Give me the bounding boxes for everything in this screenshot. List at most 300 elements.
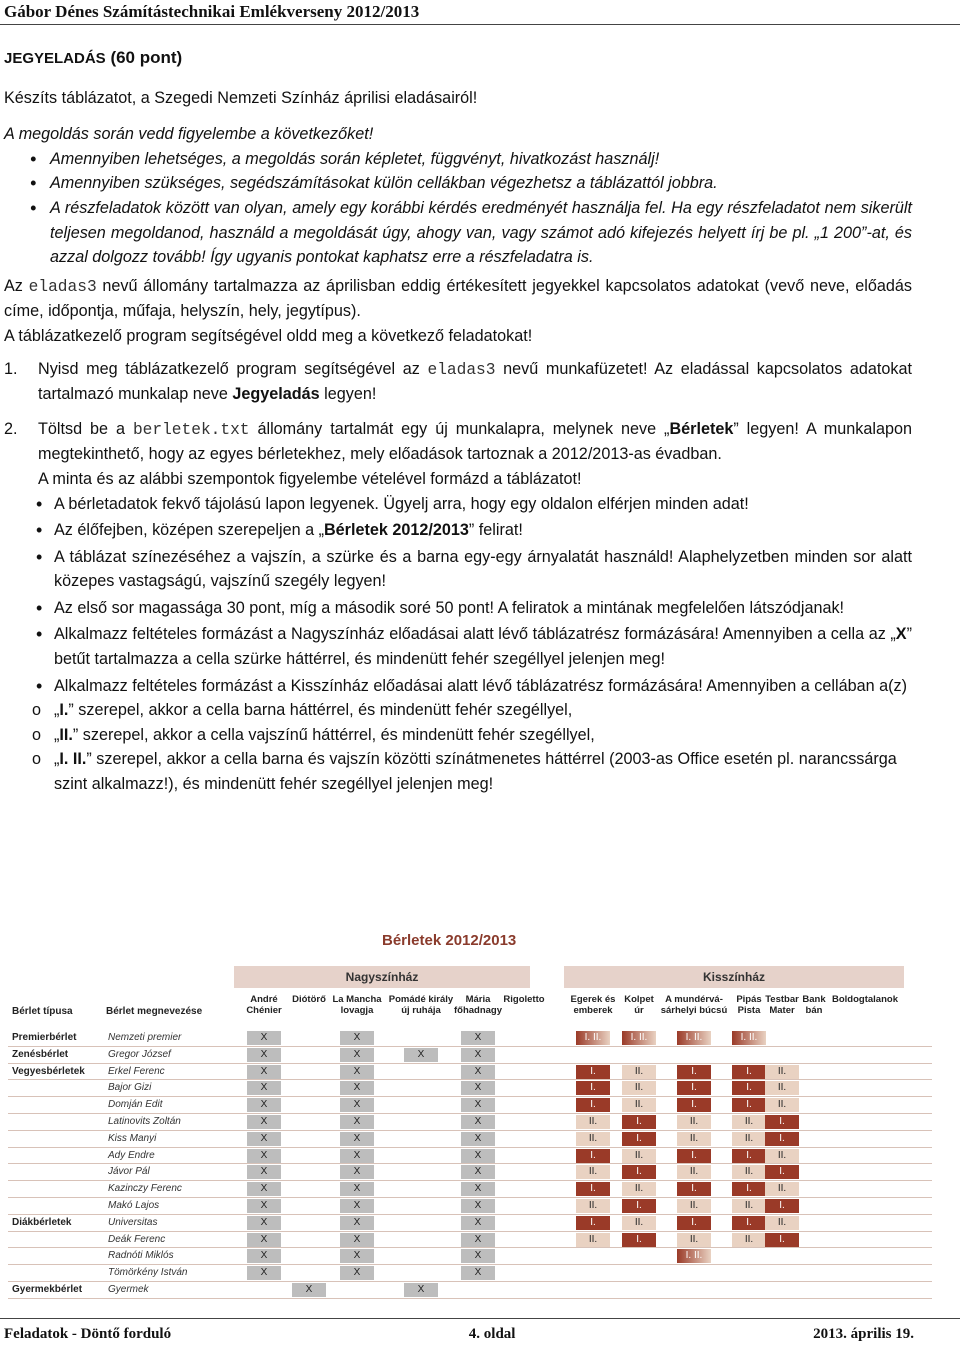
kis-cell (797, 1115, 831, 1129)
nagy-cell (404, 1149, 438, 1163)
footer-left: Feladatok - Döntő forduló (4, 1326, 172, 1342)
t2-line2: A minta és az alábbi szempontok figyelembe vételével formázd a táblázatot! (38, 469, 582, 488)
kis-cell: I. (677, 1182, 711, 1196)
nagy-cell (404, 1098, 438, 1112)
kis-cell (765, 1048, 799, 1062)
kis-cell: I. (576, 1182, 610, 1196)
nagy-cell (292, 1065, 326, 1079)
kis-cell: II. (765, 1081, 799, 1095)
bullet-item (0, 622, 912, 671)
nagy-cell: X (461, 1165, 495, 1179)
kis-column-header: Pipás Pista (736, 994, 762, 1016)
page-footer (4, 1326, 914, 1343)
kis-cell (576, 1283, 610, 1297)
nagy-cell: X (247, 1249, 281, 1263)
task-1 (4, 357, 912, 407)
kis-cell (797, 1249, 831, 1263)
kis-column-header: Testbar Mater (765, 994, 799, 1016)
page-header: Gábor Dénes Számítástechnikai Emlékverseny 2012/2013 (4, 2, 420, 21)
kis-cell: I. (576, 1098, 610, 1112)
nagy-cell (507, 1182, 541, 1196)
kis-cell (732, 1283, 766, 1297)
bertlet-name: Bajor Gizi (108, 1082, 152, 1094)
nagy-cell: X (404, 1048, 438, 1062)
kis-cell (622, 1249, 656, 1263)
kis-cell (848, 1115, 882, 1129)
kis-cell: I. (622, 1115, 656, 1129)
kis-cell (765, 1031, 799, 1045)
kis-cell (848, 1165, 882, 1179)
note-item: • A részfeladatok között van olyan, amely egy korábbi kérdés eredményét használja fel. Ha egy részfeladatot nem sikerült teljesen megoldanod, használd a megoldását úgy, ahogy van, vagy számot adó kifejezés helyett írj be pl. „1 200”-at, és azzal dolgozz tovább! Így ugyanis pontokat kaphatsz erre a részfeladatra is. (4, 196, 912, 270)
nagy-cell (292, 1199, 326, 1213)
kis-cell (848, 1081, 882, 1095)
t1-pre: Nyisd meg táblázatkezelő program segítségével az (38, 359, 428, 378)
kis-column-header: Boldogtalanok (832, 994, 898, 1005)
notes-list (4, 147, 912, 270)
b5-bold: X (895, 625, 907, 644)
kis-cell: I. (622, 1233, 656, 1247)
kis-cell (848, 1216, 882, 1230)
nagy-cell: X (340, 1266, 374, 1280)
nagy-cell: X (340, 1048, 374, 1062)
nagy-cell: X (247, 1031, 281, 1045)
kis-cell: II. (576, 1233, 610, 1247)
paragraph-files (4, 274, 912, 324)
kis-cell: II. (622, 1149, 656, 1163)
nagy-cell (292, 1031, 326, 1045)
nagy-cell (404, 1115, 438, 1129)
kis-cell (797, 1048, 831, 1062)
b5-post: ” betűt tartalmazza a cella szürke háttérrel, és mindenütt fehér szegéllyel jelenjen meg! (54, 625, 912, 669)
kis-column-header: Bank bán (802, 994, 826, 1016)
nagy-cell: X (340, 1216, 374, 1230)
kis-cell (732, 1249, 766, 1263)
kis-cell (797, 1098, 831, 1112)
nagy-cell (292, 1249, 326, 1263)
task-title (4, 46, 912, 72)
kis-cell: II. (732, 1165, 766, 1179)
nagy-cell (404, 1249, 438, 1263)
bertlet-name: Ady Endre (108, 1149, 155, 1161)
nagy-cell: X (247, 1266, 281, 1280)
kis-cell: II. (765, 1098, 799, 1112)
kis-cell (797, 1081, 831, 1095)
t2-post: ” legyen! A munkalapon megtekinthető, hogy az egyes bérletekhez, mely előadások tartoznak a 2012/2013-as évadban. (38, 419, 912, 464)
b5-pre: Alkalmazz feltételes formázást a Nagyszínház előadásai alatt lévő táblázatrész formázására! Amennyiben a cella az „ (54, 625, 896, 644)
kis-cell: II. (677, 1115, 711, 1129)
bertlet-type-label: Premierbérlet (12, 1032, 77, 1043)
bertlet-type-label: Vegyesbérletek (12, 1065, 85, 1077)
kis-cell: II. (677, 1165, 711, 1179)
kis-cell (797, 1031, 831, 1045)
kis-cell (677, 1266, 711, 1280)
kis-cell: II. (622, 1098, 656, 1112)
kis-column-header: Kolpet úr (624, 994, 654, 1016)
nagy-cell: X (461, 1233, 495, 1247)
kis-cell: I. (576, 1216, 610, 1230)
kis-cell: II. (732, 1132, 766, 1146)
nagy-cell: X (404, 1283, 438, 1297)
nagy-cell: X (340, 1149, 374, 1163)
o3-pre: „ (54, 750, 60, 769)
nagy-cell (292, 1182, 326, 1196)
nagy-cell: X (461, 1048, 495, 1062)
nagy-cell: X (247, 1233, 281, 1247)
o3-bold: I. II. (59, 750, 87, 769)
kis-cell (622, 1266, 656, 1280)
nagy-cell: X (340, 1065, 374, 1079)
bertlet-type-label: Gyermekbérlet (12, 1284, 83, 1295)
kis-cell: I. (732, 1182, 766, 1196)
o1-pre: „ (54, 701, 60, 720)
kis-cell (576, 1249, 610, 1263)
nagy-cell: X (461, 1149, 495, 1163)
kis-cell: II. (765, 1065, 799, 1079)
bullet-item: • A bérletadatok fekvő tájolású lapon legyenek. Ügyelj arra, hogy egy oldalon elférjen minden adat! (0, 492, 912, 517)
kis-cell (797, 1216, 831, 1230)
nagy-cell (292, 1098, 326, 1112)
kis-cell (848, 1233, 882, 1247)
kis-cell: II. (732, 1115, 766, 1129)
nagy-cell (404, 1199, 438, 1213)
kis-cell: I. (732, 1065, 766, 1079)
nagy-cell: X (340, 1115, 374, 1129)
nagy-cell (292, 1048, 326, 1062)
kis-cell (765, 1249, 799, 1263)
task-title-points: (60 pont) (110, 48, 183, 67)
kis-cell (848, 1132, 882, 1146)
nagy-cell: X (247, 1216, 281, 1230)
kis-cell: I. (677, 1216, 711, 1230)
nagy-cell: X (461, 1132, 495, 1146)
nagy-cell (507, 1165, 541, 1179)
nagy-cell: X (247, 1065, 281, 1079)
t2-file: berletek.txt (132, 420, 250, 439)
nagy-cell: X (461, 1216, 495, 1230)
bertlet-type-label: Diákbérletek (12, 1216, 72, 1228)
t1-bold: Jegyeladás (232, 385, 320, 404)
task-1-body (38, 357, 912, 407)
nagy-cell: X (461, 1098, 495, 1112)
kis-cell: II. (677, 1233, 711, 1247)
bertlet-name: Jávor Pál (108, 1166, 150, 1178)
nagy-cell: X (292, 1283, 326, 1297)
kis-cell: II. (622, 1216, 656, 1230)
bertlet-name: Makó Lajos (108, 1200, 160, 1211)
b2-pre: Az élőfejben, középen szerepeljen a „ (54, 521, 324, 540)
kis-cell (848, 1149, 882, 1163)
nagy-cell (507, 1081, 541, 1095)
nagy-cell (404, 1065, 438, 1079)
nagy-cell: X (461, 1065, 495, 1079)
t1-file: eladas3 (427, 360, 496, 379)
bertlet-name: Universitas (108, 1216, 158, 1228)
option-item (0, 698, 912, 723)
nagy-cell: X (461, 1266, 495, 1280)
bertlet-name: Radnóti Miklós (108, 1250, 174, 1262)
nagy-cell (507, 1132, 541, 1146)
option-item (0, 747, 912, 796)
t2-mid: állomány tartalmát egy új munkalapra, melynek neve „ (249, 419, 670, 438)
kis-cell (848, 1266, 882, 1280)
kis-cell: I. (765, 1165, 799, 1179)
nagy-cell: X (461, 1249, 495, 1263)
footer-right: 2013. április 19. (813, 1326, 914, 1342)
nagy-cell: X (340, 1132, 374, 1146)
nagy-cell (404, 1132, 438, 1146)
kis-cell: I. (576, 1065, 610, 1079)
nagy-cell: X (461, 1182, 495, 1196)
nagy-cell: X (340, 1098, 374, 1112)
nagy-cell: X (340, 1081, 374, 1095)
nagy-cell (292, 1165, 326, 1179)
kis-cell: I. (622, 1132, 656, 1146)
kis-cell (848, 1065, 882, 1079)
para-pre: Az (4, 276, 29, 295)
nagy-cell: X (247, 1149, 281, 1163)
nagy-cell: X (340, 1199, 374, 1213)
nagy-cell (292, 1132, 326, 1146)
document-body (4, 40, 912, 797)
kis-cell: I. (732, 1216, 766, 1230)
nagy-cell (292, 1149, 326, 1163)
bertlet-name: Kazinczy Ferenc (108, 1183, 182, 1195)
nagy-cell (461, 1283, 495, 1297)
kis-cell: I. II. (677, 1249, 711, 1263)
kis-cell (622, 1283, 656, 1297)
nagy-cell: X (461, 1031, 495, 1045)
bertlet-name: Kiss Manyi (108, 1132, 157, 1144)
t1-post: legyen! (319, 385, 377, 404)
kis-cell (797, 1132, 831, 1146)
nagy-cell (404, 1216, 438, 1230)
note-item: • Amennyiben lehetséges, a megoldás során képletet, függvényt, hivatkozást használj! (4, 147, 912, 172)
kis-column-header: A mundérvá-sárhelyi búcsú (660, 994, 728, 1016)
option-item (0, 723, 912, 748)
bullet-item (0, 518, 912, 543)
nagy-cell: X (461, 1081, 495, 1095)
figure-title: Bérletek 2012/2013 (382, 932, 517, 949)
bullet-item: • A táblázat színezéséhez a vajszín, a szürke és a barna egy-egy árnyalatát használd! Alaphelyzetben minden sor alatt közepes vastagságú, vajszínű szegély legyen! (0, 545, 912, 594)
nagy-cell (507, 1149, 541, 1163)
sample-table-figure (8, 932, 932, 1302)
paragraph-instructions: A táblázatkezelő program segítségével oldd meg a következő feladatokat! (4, 326, 533, 345)
nagy-cell: X (247, 1165, 281, 1179)
nagy-cell: X (461, 1115, 495, 1129)
nagy-cell (507, 1199, 541, 1213)
nagy-cell (507, 1115, 541, 1129)
kis-cell (576, 1048, 610, 1062)
kis-cell (848, 1283, 882, 1297)
kis-cell (797, 1182, 831, 1196)
nagy-cell: X (247, 1048, 281, 1062)
kis-cell: I. (765, 1199, 799, 1213)
kis-cell: I. (765, 1233, 799, 1247)
nagy-cell (507, 1216, 541, 1230)
nagy-cell (404, 1266, 438, 1280)
nagy-cell: X (247, 1132, 281, 1146)
task-2 (4, 417, 912, 492)
kis-cell (848, 1182, 882, 1196)
nagy-cell (247, 1283, 281, 1297)
o3-post: ” szerepel, akkor a cella barna és vajszín közötti színátmenetes háttérrel (2003-as Office esetén pl. narancssárga szint alkalmazz!), és mindenütt fehér szegéllyel jelenjen meg! (54, 750, 897, 794)
nagy-cell (507, 1065, 541, 1079)
kis-cell (797, 1165, 831, 1179)
o2-post: ” szerepel, akkor a cella vajszínű háttérrel, és mindenütt fehér szegéllyel, (72, 725, 595, 744)
nagy-cell: X (340, 1249, 374, 1263)
kis-cell: II. (732, 1233, 766, 1247)
kis-cell: II. (765, 1216, 799, 1230)
bertlet-name: Tömörkény István (108, 1267, 188, 1279)
kis-cell: I. (732, 1149, 766, 1163)
b2-bold: Bérletek 2012/2013 (323, 521, 469, 540)
kis-cell (797, 1233, 831, 1247)
header-divider (0, 24, 960, 25)
task-2-body (38, 417, 912, 492)
kis-cell (576, 1266, 610, 1280)
t1-mid: nevű munkafüzetet! Az eladással kapcsolatos adatokat tartalmazó munkalap neve (38, 359, 912, 404)
b2-post: ” felirat! (468, 521, 523, 540)
footer-divider (0, 1318, 960, 1319)
kis-cell (732, 1048, 766, 1062)
kis-cell: II. (622, 1182, 656, 1196)
kis-cell: II. (576, 1199, 610, 1213)
kis-cell (677, 1048, 711, 1062)
task-2-number: 2. (4, 419, 18, 438)
kis-cell (848, 1249, 882, 1263)
nagy-cell: X (340, 1182, 374, 1196)
nagy-cell (404, 1031, 438, 1045)
bertlet-name: Nemzeti premier (108, 1032, 182, 1043)
para-post: nevű állomány tartalmazza az áprilisban eddig értékesített jegyekkel kapcsolatos adatokat (vevő neve, előadás címe, időpontja, műfaja, helyszín, hely, jegytípus). (4, 276, 913, 321)
nagy-cell: X (461, 1199, 495, 1213)
kis-cell: I. (677, 1149, 711, 1163)
nagy-cell (292, 1216, 326, 1230)
task-2-bullets (0, 492, 912, 699)
bertlet-name: Domján Edit (108, 1099, 163, 1111)
intro-text: Készíts táblázatot, a Szegedi Nemzeti Színház áprilisi eladásairól! (4, 88, 478, 107)
nagy-cell: X (247, 1098, 281, 1112)
kis-cell: II. (622, 1081, 656, 1095)
bertlet-name: Deák Ferenc (108, 1233, 166, 1245)
kis-cell (622, 1048, 656, 1062)
nagy-cell (507, 1031, 541, 1045)
bullet-item: • Az első sor magassága 30 pont, míg a második soré 50 pont! A feliratok a mintának megfelelően látszódjanak! (0, 596, 912, 621)
kis-column-header: Egerek és emberek (570, 994, 616, 1016)
o2-pre: „ (54, 725, 60, 744)
kis-cell: I. (765, 1132, 799, 1146)
task-1-number: 1. (4, 359, 18, 378)
nagyszinhaz-header: Nagyszínház (234, 966, 530, 988)
kis-cell: II. (576, 1115, 610, 1129)
bertlet-name: Gregor József (108, 1048, 171, 1060)
nagy-cell (292, 1115, 326, 1129)
kis-cell: I. (732, 1081, 766, 1095)
kis-cell (797, 1266, 831, 1280)
bullet-item: • Alkalmazz feltételes formázást a Kisszínház előadásai alatt lévő táblázatrész formázására! Amennyiben a cellában a(z) (0, 674, 912, 699)
bertlet-name: Gyermek (108, 1284, 149, 1295)
kis-cell (797, 1199, 831, 1213)
kis-cell: I. II. (677, 1031, 711, 1045)
kis-cell (848, 1048, 882, 1062)
col-type-header: Bérlet típusa (12, 1006, 73, 1017)
nagy-cell (507, 1249, 541, 1263)
kis-cell: II. (765, 1182, 799, 1196)
nagy-column-header: Mária főhadnagy (453, 994, 503, 1016)
kis-cell: II. (677, 1132, 711, 1146)
kis-cell: I. (677, 1065, 711, 1079)
nagy-cell (404, 1165, 438, 1179)
nagy-cell: X (247, 1081, 281, 1095)
kisszinhaz-header: Kisszínház (564, 966, 904, 988)
kis-cell (848, 1031, 882, 1045)
kis-cell: I. (622, 1199, 656, 1213)
kis-cell (797, 1283, 831, 1297)
nagy-cell (507, 1266, 541, 1280)
o2-bold: II. (59, 725, 73, 744)
nagy-column-header: André Chénier (246, 994, 282, 1016)
bertlet-type-label: Zenésbérlet (12, 1048, 69, 1060)
col-name-header: Bérlet megnevezése (106, 1006, 203, 1017)
kis-cell: II. (732, 1199, 766, 1213)
kis-cell (797, 1149, 831, 1163)
nagy-column-header: La Mancha lovagja (332, 994, 382, 1016)
nagy-cell: X (340, 1031, 374, 1045)
nagy-cell (292, 1266, 326, 1280)
footer-center: 4. oldal (468, 1326, 516, 1342)
kis-cell: I. (677, 1081, 711, 1095)
file-name: eladas3 (28, 277, 97, 296)
nagy-cell: X (247, 1115, 281, 1129)
kis-cell: I. (732, 1098, 766, 1112)
nagy-cell (507, 1048, 541, 1062)
kis-cell: II. (576, 1165, 610, 1179)
task-title-text: JEGYELADÁS (4, 50, 106, 67)
kis-cell (797, 1065, 831, 1079)
nagy-cell: X (340, 1233, 374, 1247)
kis-cell: I. (622, 1165, 656, 1179)
nagy-cell: X (247, 1199, 281, 1213)
kis-cell: II. (622, 1065, 656, 1079)
kis-cell: I. II. (732, 1031, 766, 1045)
nagy-cell (292, 1081, 326, 1095)
nagy-cell (404, 1081, 438, 1095)
nagy-cell: X (247, 1182, 281, 1196)
nagy-cell (404, 1233, 438, 1247)
bertlet-name: Erkel Ferenc (108, 1065, 165, 1077)
nagy-cell (404, 1182, 438, 1196)
sub-options (0, 698, 912, 796)
nagy-cell: X (340, 1165, 374, 1179)
kis-cell: II. (677, 1199, 711, 1213)
note-item: • Amennyiben szükséges, segédszámításokat külön cellákban végezhetsz a táblázattól jobbra. (4, 171, 912, 196)
notes-header: A megoldás során vedd figyelembe a következőket! (4, 125, 374, 144)
o1-post: ” szerepel, akkor a cella barna háttérrel, és mindenütt fehér szegéllyel, (68, 701, 573, 720)
nagy-cell (340, 1283, 374, 1297)
kis-cell: I. (576, 1149, 610, 1163)
kis-cell: I. II. (622, 1031, 656, 1045)
t2-pre: Töltsd be a (38, 419, 133, 438)
nagy-column-header: Rigoletto (503, 994, 545, 1005)
kis-cell: II. (576, 1132, 610, 1146)
t2-bold: Bérletek (669, 419, 734, 438)
kis-cell (765, 1266, 799, 1280)
kis-cell: I. II. (576, 1031, 610, 1045)
nagy-column-header: Pomádé király új ruhája (388, 994, 454, 1016)
bertlet-name: Latinovits Zoltán (108, 1116, 181, 1127)
kis-cell (848, 1199, 882, 1213)
kis-cell: I. (677, 1098, 711, 1112)
